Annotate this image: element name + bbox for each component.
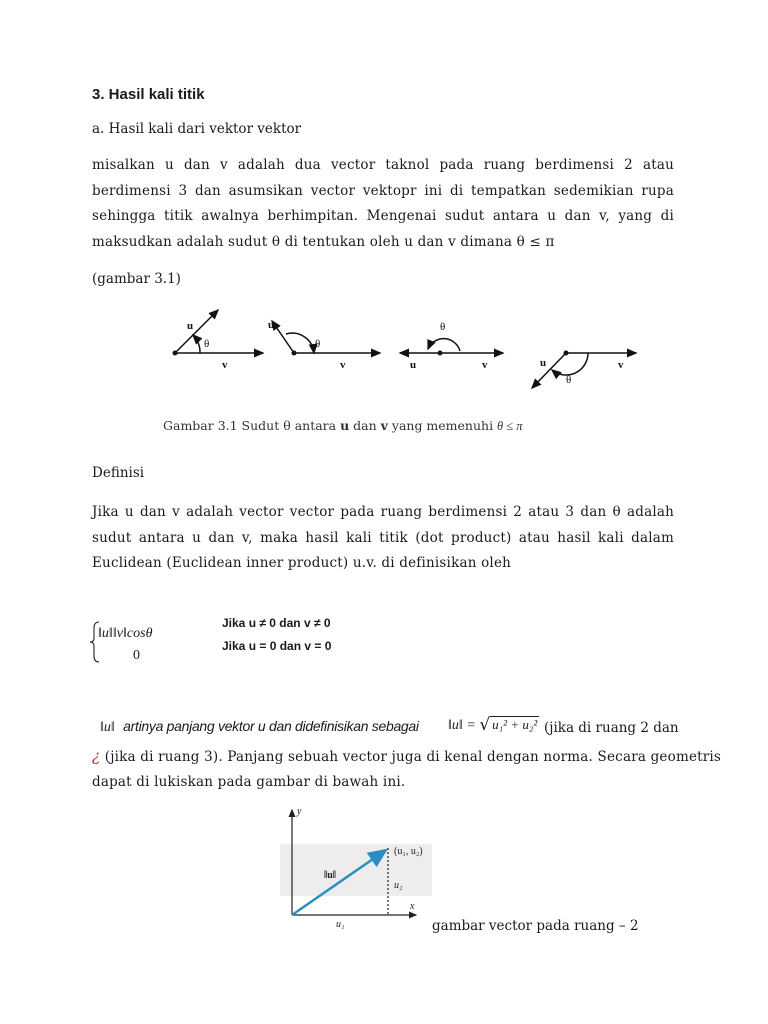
norm-line-1-tail: (jika di ruang 2 dan (544, 720, 679, 736)
norm-line-2: ¿ (jika di ruang 3). Panjang sebuah vector juga di kenal dengan norma. Secara geometris (92, 747, 722, 765)
fig4-label-theta: θ (566, 374, 572, 386)
fig3-label-v: v (482, 359, 488, 371)
figure-reference: (gambar 3.1) (92, 271, 181, 287)
norm-line-1 (100, 718, 419, 736)
fig1-label-v: v (222, 359, 228, 371)
fig1-label-u: u (187, 320, 194, 332)
fig1-label-theta: θ (204, 338, 210, 350)
vector-figure-caption: gambar vector pada ruang – 2 (432, 918, 639, 934)
u2-label: u₂ (394, 880, 403, 891)
axis-y-label: y (297, 806, 302, 817)
u1-label: u₁ (336, 919, 345, 930)
red-glyph: ¿ (92, 747, 101, 765)
fig4-label-v: v (618, 359, 624, 371)
fig2-label-theta: θ (315, 338, 321, 350)
intro-paragraph: misalkan u dan v adalah dua vector taknol pada ruang berdimensi 2 atau berdimensi 3 dan asumsikan vector vektopr ini di tempatkan sedemikian rupa sehingga titik awalnya berhimpitan. Mengenai sudut antara u dan v, yang di maksudkan adalah sudut θ di tentukan oleh u dan v dimana θ ≤ π (92, 157, 674, 250)
formula-case-2: 0 (133, 648, 140, 663)
fig2-label-u: u (268, 319, 275, 331)
fig3-label-u: u (410, 359, 417, 371)
definition-paragraph: Jika u dan v adalah vector vector pada ruang berdimensi 2 atau 3 dan θ adalah sudut antara u dan v, maka hasil kali titik (dot product) atau hasil kali dalam Euclidean (Euclidean inner product) u.v. di definisikan oleh (92, 504, 674, 571)
norm-formula: ‖u‖ = √ u₁² + u₂² (448, 715, 538, 735)
formula-condition-2: Jika u = 0 dan v = 0 (222, 639, 332, 653)
formula-condition-1: Jika u ≠ 0 dan v ≠ 0 (222, 616, 331, 630)
figure-caption: Gambar 3.1 Sudut θ antara u dan v yang memenuhi θ ≤ π (163, 418, 523, 433)
angle-figure (160, 298, 650, 410)
axis-x-label: x (410, 901, 415, 912)
fig3-label-theta: θ (440, 321, 446, 333)
section-heading: 3. Hasil kali titik (92, 86, 205, 103)
fig2-label-v: v (340, 359, 346, 371)
norm-italic-text: artinya panjang vektor u dan didefinisikan sebagai (123, 718, 419, 734)
norm-line-3: dapat di lukiskan pada gambar di bawah ini. (92, 774, 406, 790)
norm-label: ‖u‖ (324, 870, 337, 881)
point-label: (u₁, u₂) (394, 846, 423, 857)
definition-title: Definisi (92, 465, 145, 481)
norm-symbol: ‖u‖ (100, 720, 115, 735)
fig4-label-u: u (540, 357, 547, 369)
vector-2d-figure (276, 802, 436, 930)
section-subheading: a. Hasil kali dari vektor vektor (92, 121, 302, 137)
formula-case-1: ‖u‖‖v‖cosθ (98, 626, 153, 641)
